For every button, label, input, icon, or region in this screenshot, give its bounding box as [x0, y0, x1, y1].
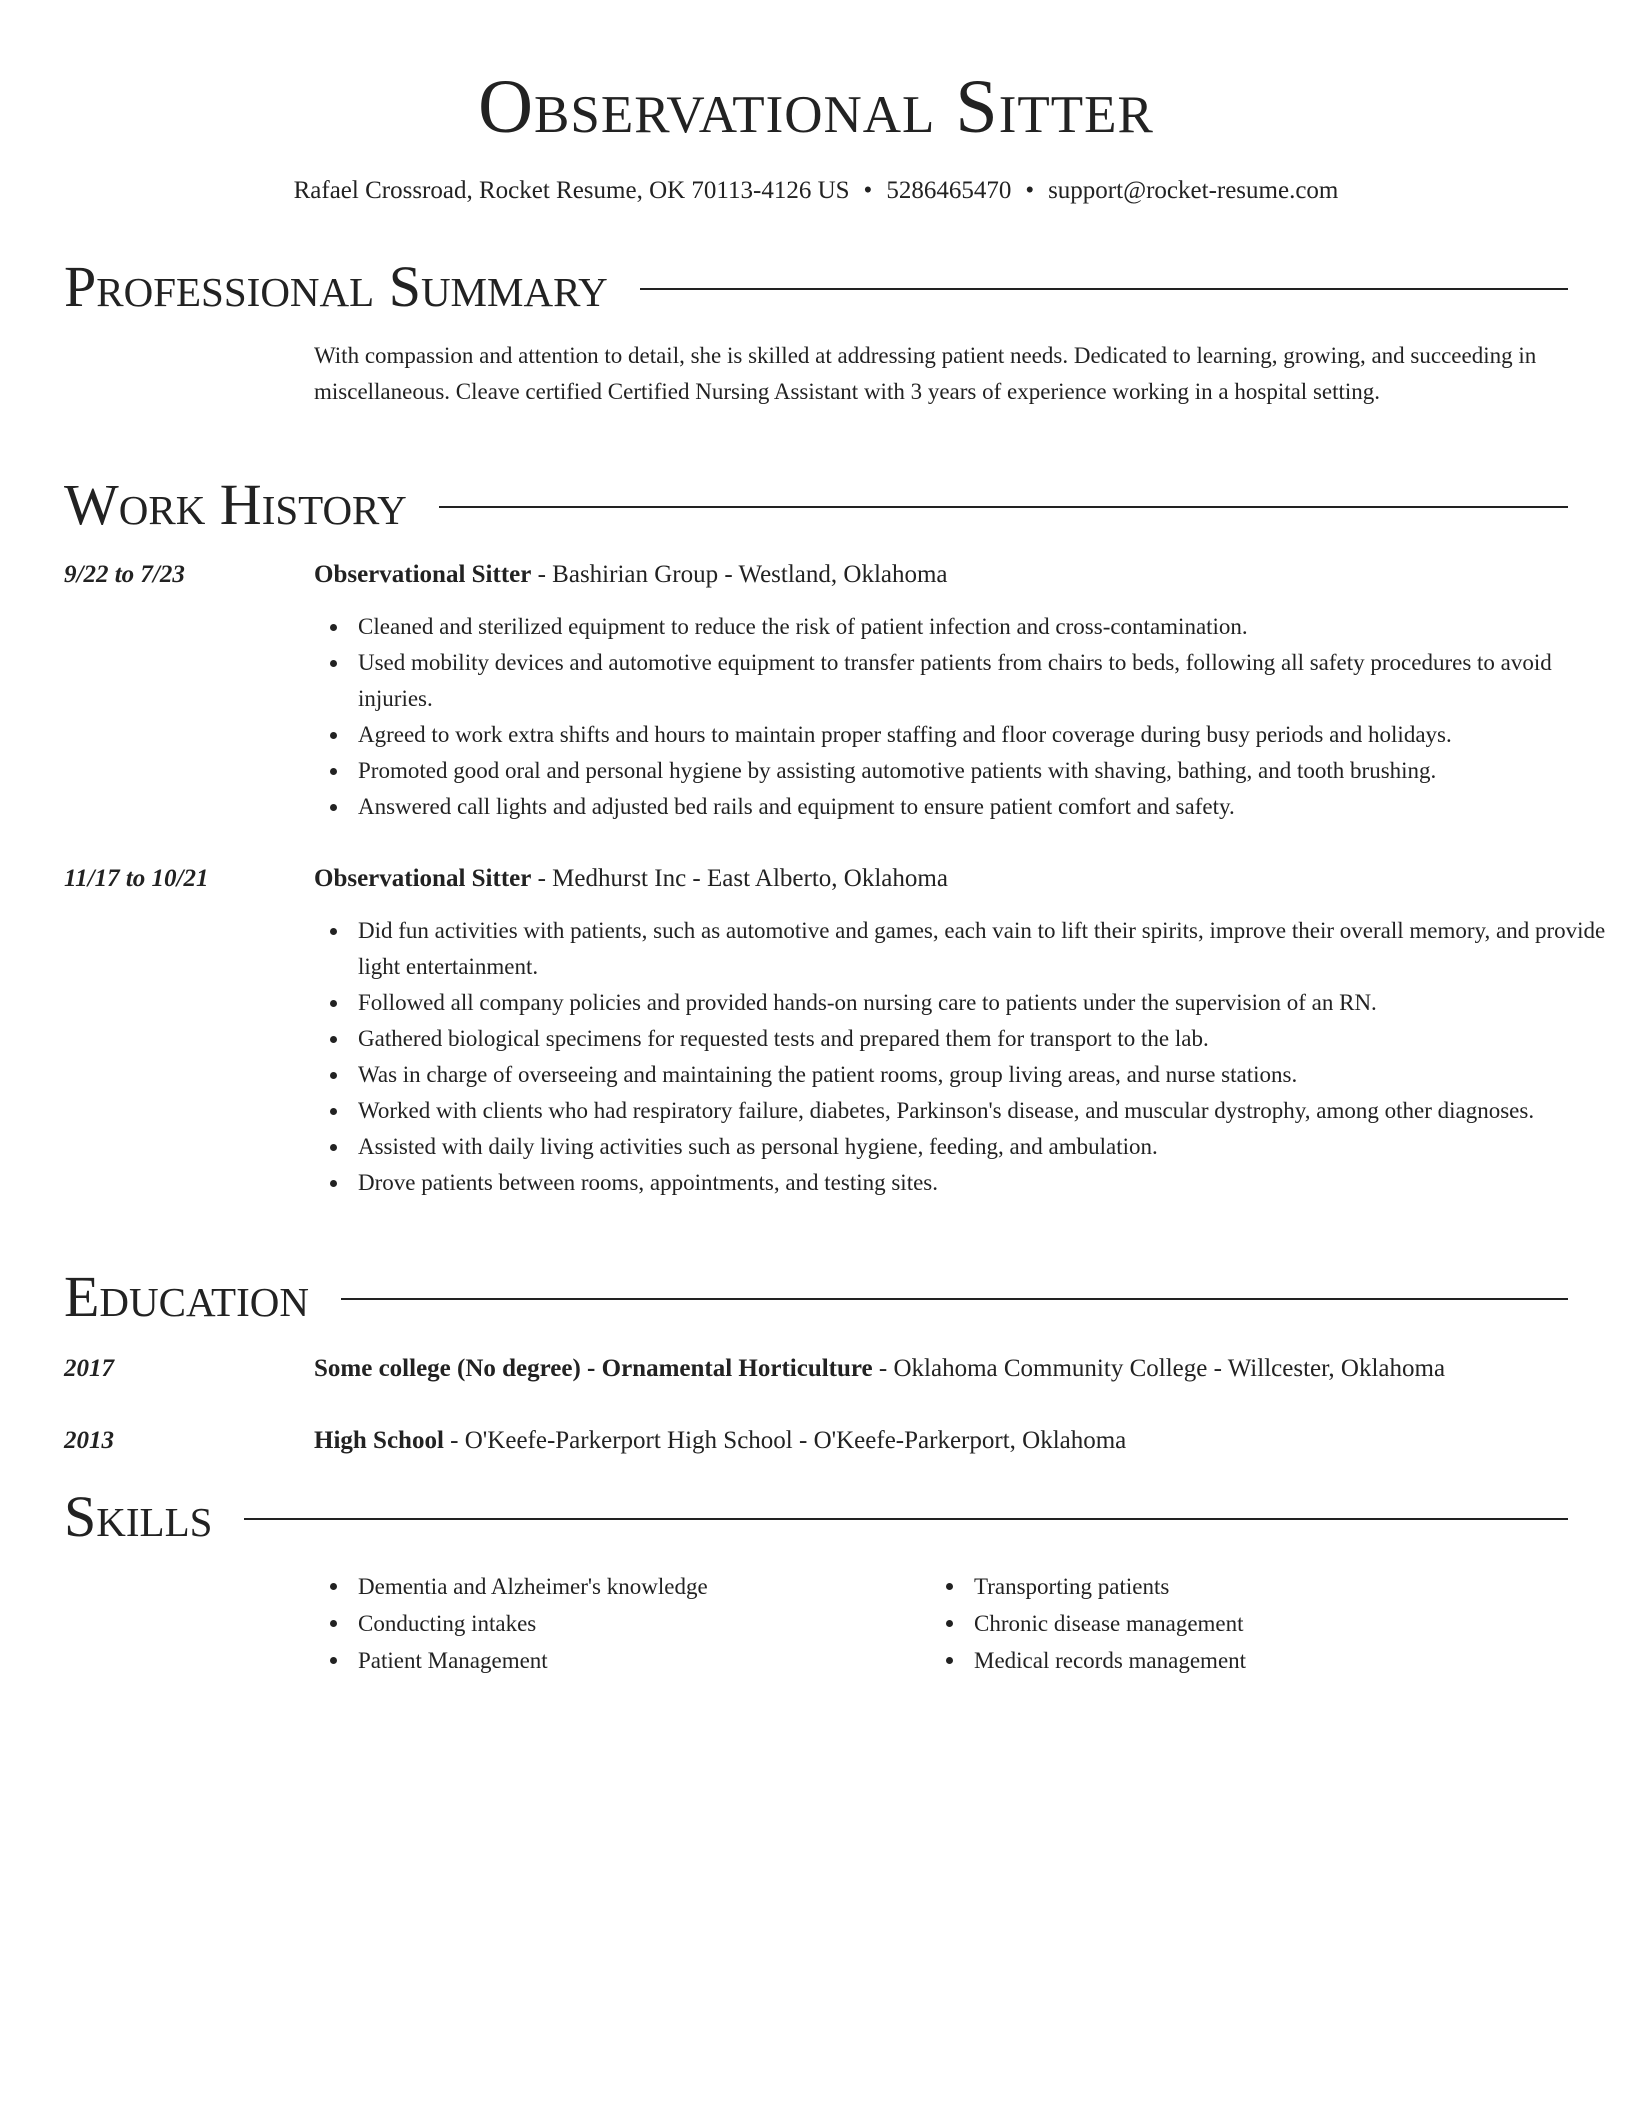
bullet-separator: •: [1025, 177, 1035, 204]
section-divider: [439, 506, 1568, 508]
job-heading: [314, 862, 1568, 896]
education-school-location: - Oklahoma Community College - Willcester, Oklahoma: [872, 1355, 1446, 1382]
education-degree: Some college (No degree) - Ornamental Horticulture: [314, 1355, 873, 1382]
section-divider: [341, 1298, 1568, 1300]
section-header-summary: [64, 252, 1568, 322]
list-item: Assisted with daily living activities such as personal hygiene, feeding, and ambulation.: [358, 1129, 1612, 1165]
list-item: Did fun activities with patients, such as automotive and games, each vain to lift their spirits, improve their overall memory, and provide light entertainment.: [358, 913, 1612, 985]
contact-line: [0, 174, 1632, 208]
job-employer-location: - Medhurst Inc - East Alberto, Oklahoma: [531, 865, 948, 892]
section-header-work-history: [64, 470, 1568, 540]
list-item: Promoted good oral and personal hygiene by assisting automotive patients with shaving, bathing, and tooth brushing.: [358, 753, 1612, 789]
section-title: Skills: [64, 1484, 213, 1549]
job-title: Observational Sitter: [314, 865, 532, 892]
list-item: Agreed to work extra shifts and hours to maintain proper staffing and floor coverage during busy periods and holidays.: [358, 717, 1612, 753]
summary-text: With compassion and attention to detail, she is skilled at addressing patient needs. Dedicated to learning, growing, and succeeding in miscellaneous. Cleave certified Certified Nursing Assistant with 3 years of experience working in a hospital setting.: [314, 343, 1537, 404]
section-header-skills: [64, 1482, 1568, 1552]
skills-list-right: [930, 1568, 1534, 1679]
education-entry: [314, 1424, 1568, 1458]
list-item: Gathered biological specimens for requested tests and prepared them for transport to the lab.: [358, 1021, 1612, 1057]
skill-item: Medical records management: [974, 1642, 1534, 1679]
skills-list-left: [314, 1568, 918, 1679]
education-degree: High School: [314, 1427, 444, 1454]
section-header-education: [64, 1262, 1568, 1332]
job-employer-location: - Bashirian Group - Westland, Oklahoma: [531, 561, 948, 588]
education-year: 2017: [64, 1355, 114, 1382]
skill-item: Patient Management: [358, 1642, 918, 1679]
education-entry: [314, 1352, 1568, 1386]
list-item: Cleaned and sterilized equipment to reduce the risk of patient infection and cross-contamination.: [358, 609, 1612, 645]
email: support@rocket-resume.com: [1048, 177, 1339, 204]
list-item: Worked with clients who had respiratory failure, diabetes, Parkinson's disease, and muscular dystrophy, among other diagnoses.: [358, 1093, 1612, 1129]
section-title: Work History: [64, 472, 407, 537]
job-heading: [314, 558, 1568, 592]
list-item: Answered call lights and adjusted bed rails and equipment to ensure patient comfort and safety.: [358, 789, 1612, 825]
skill-item: Dementia and Alzheimer's knowledge: [358, 1568, 918, 1605]
list-item: Was in charge of overseeing and maintaining the patient rooms, group living areas, and nurse stations.: [358, 1057, 1612, 1093]
job-bullets: [314, 609, 1612, 825]
list-item: Used mobility devices and automotive equipment to transfer patients from chairs to beds, following all safety procedures to avoid injuries.: [358, 645, 1612, 717]
skill-item: Transporting patients: [974, 1568, 1534, 1605]
education-school-location: - O'Keefe-Parkerport High School - O'Keefe-Parkerport, Oklahoma: [443, 1427, 1127, 1454]
job-dates: 11/17 to 10/21: [64, 865, 209, 892]
address: Rafael Crossroad, Rocket Resume, OK 70113-4126 US: [293, 177, 850, 204]
section-title: Education: [64, 1264, 309, 1329]
job-bullets: [314, 913, 1612, 1201]
section-title: Professional Summary: [64, 254, 608, 319]
job-title: Observational Sitter: [314, 561, 532, 588]
skill-item: Chronic disease management: [974, 1605, 1534, 1642]
education-year: 2013: [64, 1427, 114, 1454]
bullet-separator: •: [863, 177, 873, 204]
section-divider: [244, 1518, 1568, 1520]
list-item: Drove patients between rooms, appointments, and testing sites.: [358, 1165, 1612, 1201]
candidate-name: Observational Sitter: [478, 65, 1154, 149]
job-dates: 9/22 to 7/23: [64, 561, 185, 588]
list-item: Followed all company policies and provided hands-on nursing care to patients under the supervision of an RN.: [358, 985, 1612, 1021]
skill-item: Conducting intakes: [358, 1605, 918, 1642]
phone: 5286465470: [886, 177, 1012, 204]
section-divider: [640, 288, 1568, 290]
